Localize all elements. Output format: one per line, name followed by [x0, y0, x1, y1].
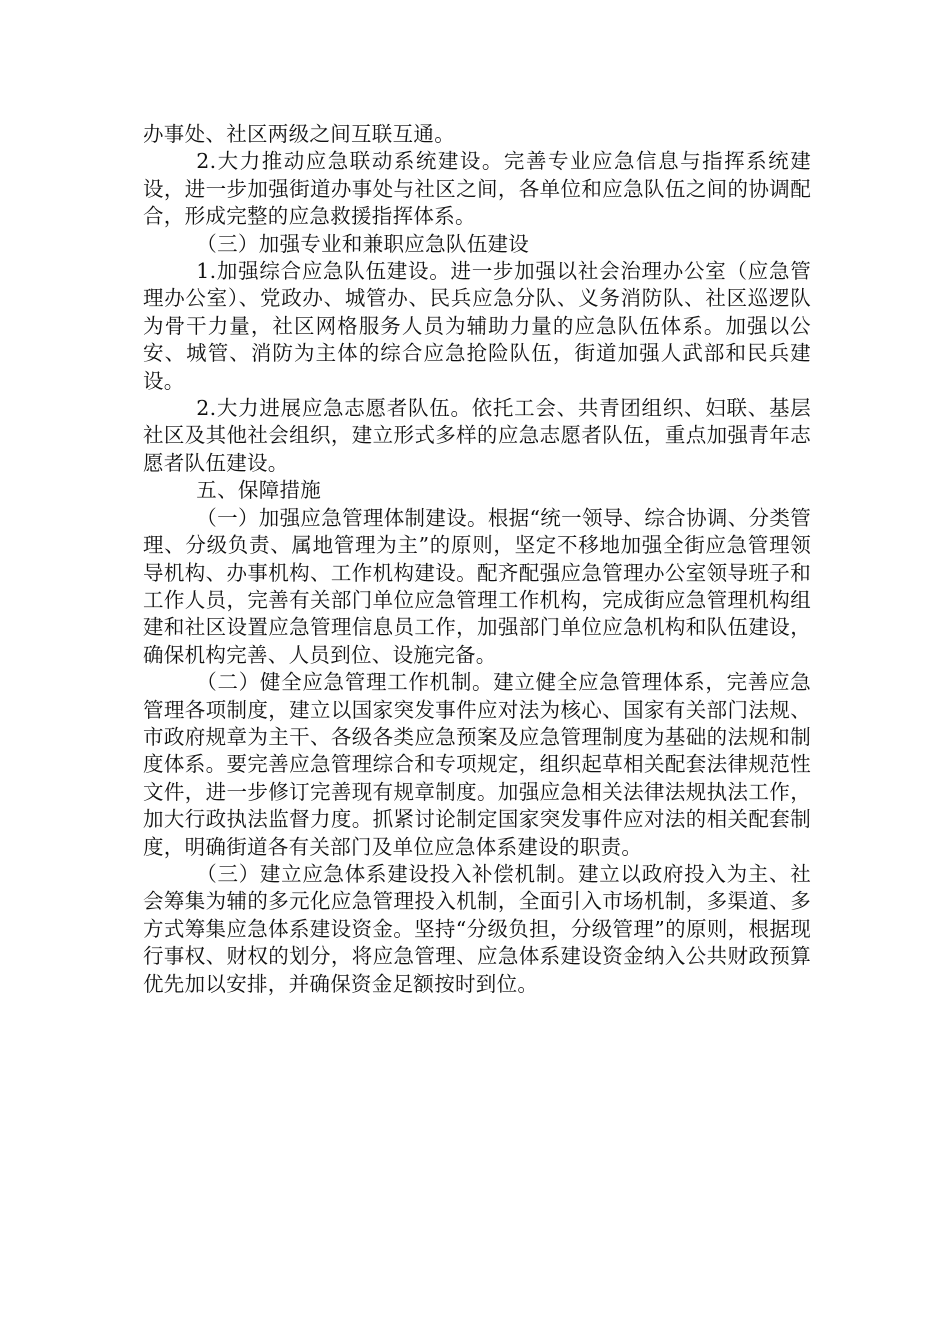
paragraph-2: 2.大力推动应急联动系统建设。完善专业应急信息与指挥系统建设，进一步加强街道办事处与社区之间，各单位和应急队伍之间的协调配合，形成完整的应急救援指挥体系。 — [143, 149, 811, 229]
paragraph-5: 2.大力进展应急志愿者队伍。依托工会、共青团组织、妇联、基层社区及其他社会组织，建立形式多样的应急志愿者队伍，重点加强青年志愿者队伍建设。 — [143, 396, 811, 475]
paragraph-4: 1.加强综合应急队伍建设。进一步加强以社会治理办公室（应急管理办公室）、党政办、城管办、民兵应急分队、义务消防队、社区巡逻队为骨干力量，社区网格服务人员为辅助力量的应急队伍体系。加强以公安、城管、消防为主体的综合应急抢险队伍，街道加强人武部和民兵建设。 — [143, 259, 811, 393]
section-heading-5: 五、保障措施 — [196, 478, 322, 503]
paragraph-8: （二）健全应急管理工作机制。建立健全应急管理体系，完善应急管理各项制度，建立以国家突发事件应对法为核心、国家有关部门法规、市政府规章为主干、各级各类应急预案及应急管理制度为基础的法规和制度体系。要完善应急管理综合和专项规定，组织起草相关配套法律规范性文件，进一步修订完善现有规章制度。加强应急相关法律法规执法工作，加大行政执法监督力度。抓紧讨论制定国家突发事件应对法的相关配套制度，明确街道各有关部门及单位应急体系建设的职责。 — [143, 670, 811, 859]
paragraph-7: （一）加强应急管理体制建设。根据“统一领导、综合协调、分类管理、分级负责、属地管理为主”的原则，坚定不移地加强全街应急管理领导机构、办事机构、工作机构建设。配齐配强应急管理办公室领导班子和工作人员，完善有关部门单位应急管理工作机构，完成街应急管理机构组建和社区设置应急管理信息员工作，加强部门单位应急机构和队伍建设，确保机构完善、人员到位、设施完备。 — [143, 505, 811, 667]
section-heading-3: （三）加强专业和兼职应急队伍建设 — [196, 231, 530, 256]
paragraph-9: （三）建立应急体系建设投入补偿机制。建立以政府投入为主、社会筹集为辅的多元化应急管理投入机制，全面引入市场机制，多渠道、多方式筹集应急体系建设资金。坚持“分级负担，分级管理”的原则，根据现行事权、财权的划分，将应急管理、应急体系建设资金纳入公共财政预算优先加以安排，并确保资金足额按时到位。 — [143, 861, 811, 996]
paragraph-1: 办事处、社区两级之间互联互通。 — [143, 122, 455, 146]
document-body — [143, 121, 811, 998]
